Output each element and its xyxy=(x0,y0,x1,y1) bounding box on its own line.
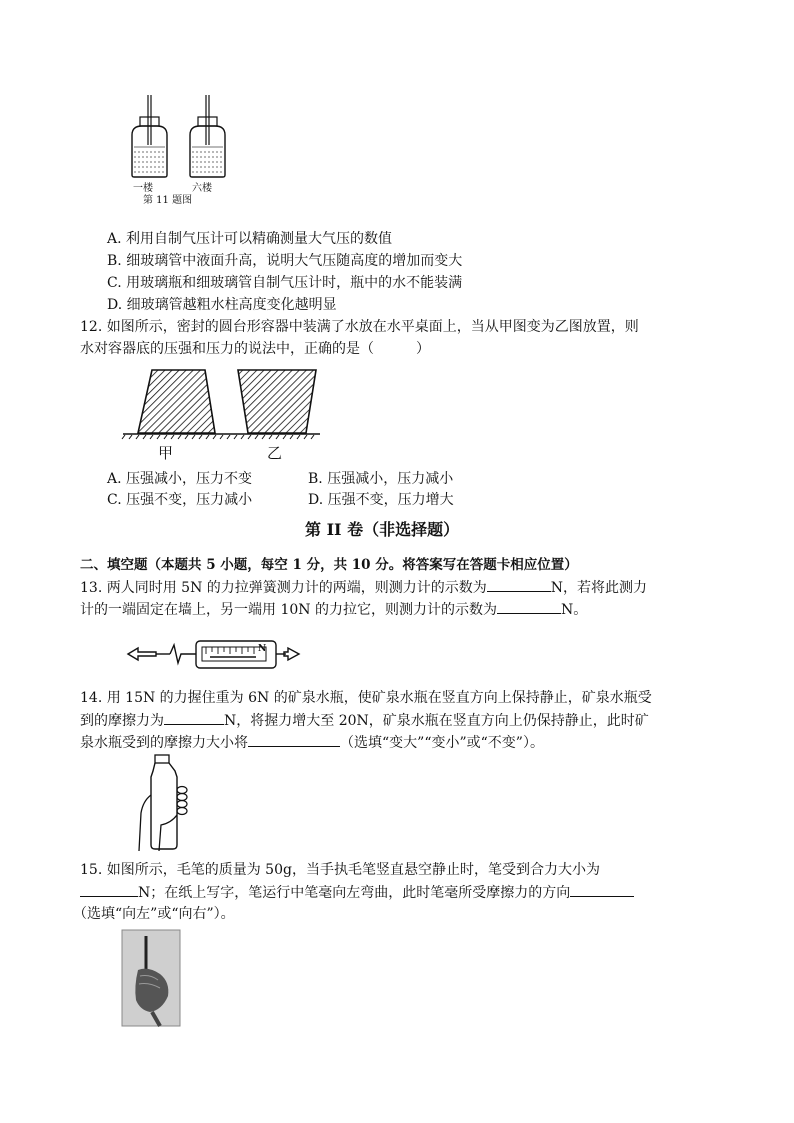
part2-title: 第 II 卷（非选择题） xyxy=(305,520,460,539)
q11-option-d: D. 细玻璃管越粗水柱高度变化越明显 xyxy=(107,297,337,313)
q15-brush-photo-figure xyxy=(122,930,180,1026)
q13-blank-1[interactable] xyxy=(487,577,551,592)
q14-blank-1[interactable] xyxy=(164,710,224,725)
q13-scale-unit-label: N xyxy=(258,644,267,654)
barometer-right xyxy=(190,95,225,177)
barometer-left xyxy=(132,95,167,177)
container-yi xyxy=(238,370,316,433)
q11-figure-caption: 第 11 题图 xyxy=(143,195,193,206)
grip-fingers xyxy=(177,787,187,815)
q14-stem-line2: 到的摩擦力为 N，将握力增大至 20N，矿泉水瓶在竖直方向上仍保持静止，此时矿 xyxy=(80,710,649,731)
q13-spring-scale-figure xyxy=(126,635,301,673)
q14-stem-line1: 14. 用 15N 的力握住重为 6N 的矿泉水瓶，使矿泉水瓶在竖直方向上保持静止，矿泉水瓶受 xyxy=(80,690,652,706)
q12-option-a: A. 压强减小，压力不变 xyxy=(107,471,253,487)
section-fill-in-heading: 二、填空题（本题共 5 小题，每空 1 分，共 10 分。将答案写在答题卡相应位置） xyxy=(80,557,578,573)
container-jia xyxy=(138,370,215,433)
q12-stem-line2: 水对容器底的压强和压力的说法中，正确的是（ ） xyxy=(80,341,430,357)
q13-stem-line2: 计的一端固定在墙上，另一端用 10N 的力拉它，则测力计的示数为 N。 xyxy=(80,599,587,620)
q15-blank-1[interactable] xyxy=(80,882,138,897)
q12-container-figure xyxy=(120,365,325,465)
q14-blank-2[interactable] xyxy=(248,732,340,747)
q15-blank-2[interactable] xyxy=(570,882,634,897)
q15-stem-line1: 15. 如图所示，毛笔的质量为 50g，当手执毛笔竖直悬空静止时，笔受到合力大小为 xyxy=(80,862,600,878)
q13-stem-line1: 13. 两人同时用 5N 的力拉弹簧测力计的两端，则测力计的示数为 N，若将此测力 xyxy=(80,577,647,598)
q14-stem-line3: 泉水瓶受到的摩擦力大小将 （选填“变大”“变小”或“不变”）。 xyxy=(80,732,544,753)
q12-option-c: C. 压强不变，压力减小 xyxy=(107,492,253,508)
q14-water-bottle-figure xyxy=(135,753,195,853)
q12-label-jia: 甲 xyxy=(158,444,174,462)
q13-blank-2[interactable] xyxy=(497,599,561,614)
q12-label-yi: 乙 xyxy=(267,444,283,462)
q11-label-left: 一楼 xyxy=(133,183,153,194)
q12-option-d: D. 压强不变，压力增大 xyxy=(308,492,454,508)
q11-label-right: 六楼 xyxy=(192,183,212,194)
q11-option-b: B. 细玻璃管中液面升高，说明大气压随高度的增加而变大 xyxy=(107,253,463,269)
q12-stem-line1: 12. 如图所示，密封的圆台形容器中装满了水放在水平桌面上，当从甲图变为乙图放置，则 xyxy=(80,319,639,335)
q12-option-b: B. 压强减小，压力减小 xyxy=(308,471,454,487)
q11-option-c: C. 用玻璃瓶和细玻璃管自制气压计时，瓶中的水不能装满 xyxy=(107,275,463,291)
q15-stem-line2: N；在纸上写字，笔运行中笔毫向左弯曲，此时笔毫所受摩擦力的方向 xyxy=(80,882,634,903)
q15-stem-line3: （选填“向左”或“向右”）。 xyxy=(73,906,235,922)
q11-option-a: A. 利用自制气压计可以精确测量大气压的数值 xyxy=(107,231,393,247)
